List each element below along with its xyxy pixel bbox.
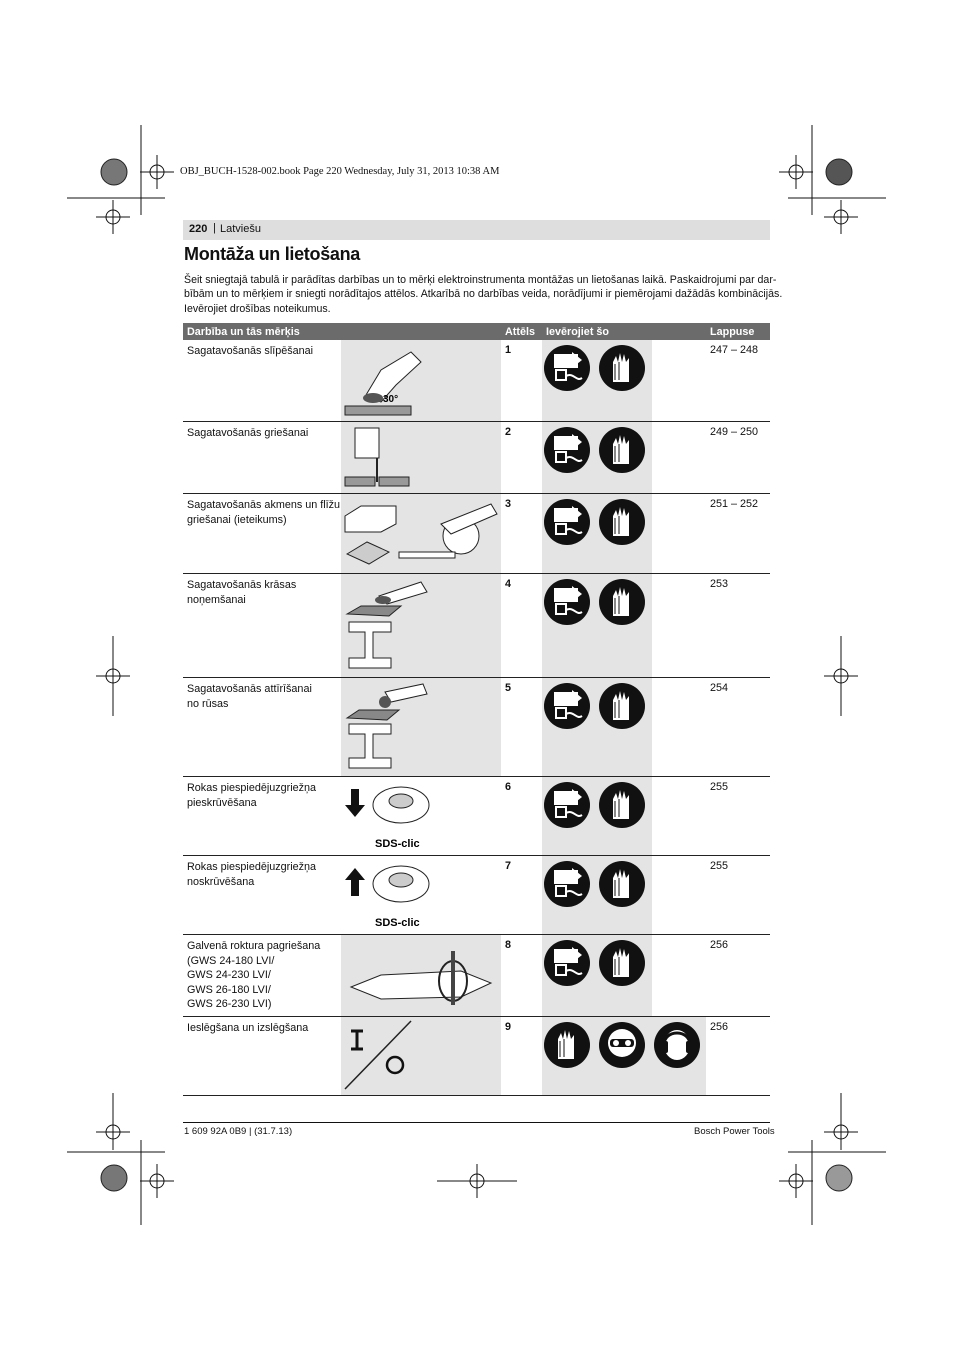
- action-text: GWS 26-180 LVI/: [187, 983, 271, 996]
- action-text: GWS 24-230 LVI/: [187, 969, 271, 981]
- intro-line: bībām un to mērķiem ir sniegti norādītajos attēlos. Atkarībā no darbības veida, norādījumi ir piemērojami dažādās kombinācijās.: [184, 288, 783, 301]
- action-text: GWS 26-230 LVI): [187, 998, 272, 1010]
- action-text: (GWS 24-180 LVI/: [187, 954, 275, 967]
- action-text: Rokas piespiedējuzgriežņa: [187, 782, 317, 794]
- action-text: Sagatavošanās attīrīšanai: [187, 683, 312, 695]
- header-separator: |: [213, 222, 216, 234]
- page-ref: 255: [706, 777, 770, 856]
- figure-number: 6: [501, 777, 542, 856]
- action-text: noskrūvēšana: [187, 875, 255, 888]
- intro-line: Šeit sniegtajā tabulā ir parādītas darbības un to mērķi elektroinstrumenta montāžas un lietošanas laikā. Paskaidrojumi par dar-: [184, 274, 777, 286]
- figure-number: 2: [501, 422, 542, 494]
- page-ref: 255: [706, 856, 770, 935]
- page-ref: 251 – 252: [706, 494, 770, 574]
- page-ref: 256: [706, 1017, 770, 1096]
- action-text: pieskrūvēšana: [187, 796, 257, 809]
- action-text: griešanai (ieteikums): [187, 513, 287, 526]
- action-text: Ieslēgšana un izslēgšana: [187, 1022, 309, 1034]
- figure-number: 5: [501, 678, 542, 777]
- figure-number: 1: [501, 340, 542, 422]
- figure-number: 3: [501, 494, 542, 574]
- figure-label: SDS-clic: [375, 838, 420, 850]
- col-header-observe: Ievērojiet šo: [542, 323, 706, 340]
- action-text: Sagatavošanās slīpēšanai: [187, 345, 314, 357]
- action-text: noņemšanai: [187, 593, 246, 606]
- header-language: Latviešu: [220, 223, 261, 235]
- action-text: Sagatavošanās akmens un flīžu: [187, 499, 341, 511]
- intro-line: Ievērojiet drošības noteikumus.: [184, 302, 331, 315]
- figure-number: 7: [501, 856, 542, 935]
- page-ref: 256: [706, 935, 770, 1017]
- page-ref: 249 – 250: [706, 422, 770, 494]
- footer-doc-id: 1 609 92A 0B9 | (31.7.13): [184, 1126, 293, 1137]
- action-text: Rokas piespiedējuzgriežņa: [187, 861, 317, 873]
- page-number: 220: [189, 223, 208, 235]
- action-text: Galvenā roktura pagriešana: [187, 940, 321, 952]
- figure-label: SDS-clic: [375, 917, 420, 929]
- print-info: OBJ_BUCH-1528-002.book Page 220 Wednesday, July 31, 2013 10:38 AM: [180, 166, 500, 177]
- footer-brand: Bosch Power Tools: [694, 1126, 775, 1137]
- page-ref: 253: [706, 574, 770, 678]
- action-text: Sagatavošanās krāsas: [187, 579, 297, 591]
- figure-number: 9: [501, 1017, 542, 1096]
- section-title: Montāža un lietošana: [184, 244, 361, 264]
- action-text: no rūsas: [187, 697, 229, 710]
- figure-number: 8: [501, 935, 542, 1017]
- col-header-figure: Attēls: [501, 323, 542, 340]
- crosshair-target: [96, 155, 858, 1198]
- figure-number: 4: [501, 574, 542, 678]
- col-header-action: Darbība un tās mērķis: [183, 323, 501, 340]
- color-target: [101, 159, 852, 1191]
- page-ref: 247 – 248: [706, 340, 770, 422]
- action-text: Sagatavošanās griešanai: [187, 427, 309, 439]
- page-ref: 254: [706, 678, 770, 777]
- figure-label: 30°: [383, 394, 399, 405]
- col-header-page: Lappuse: [706, 323, 770, 340]
